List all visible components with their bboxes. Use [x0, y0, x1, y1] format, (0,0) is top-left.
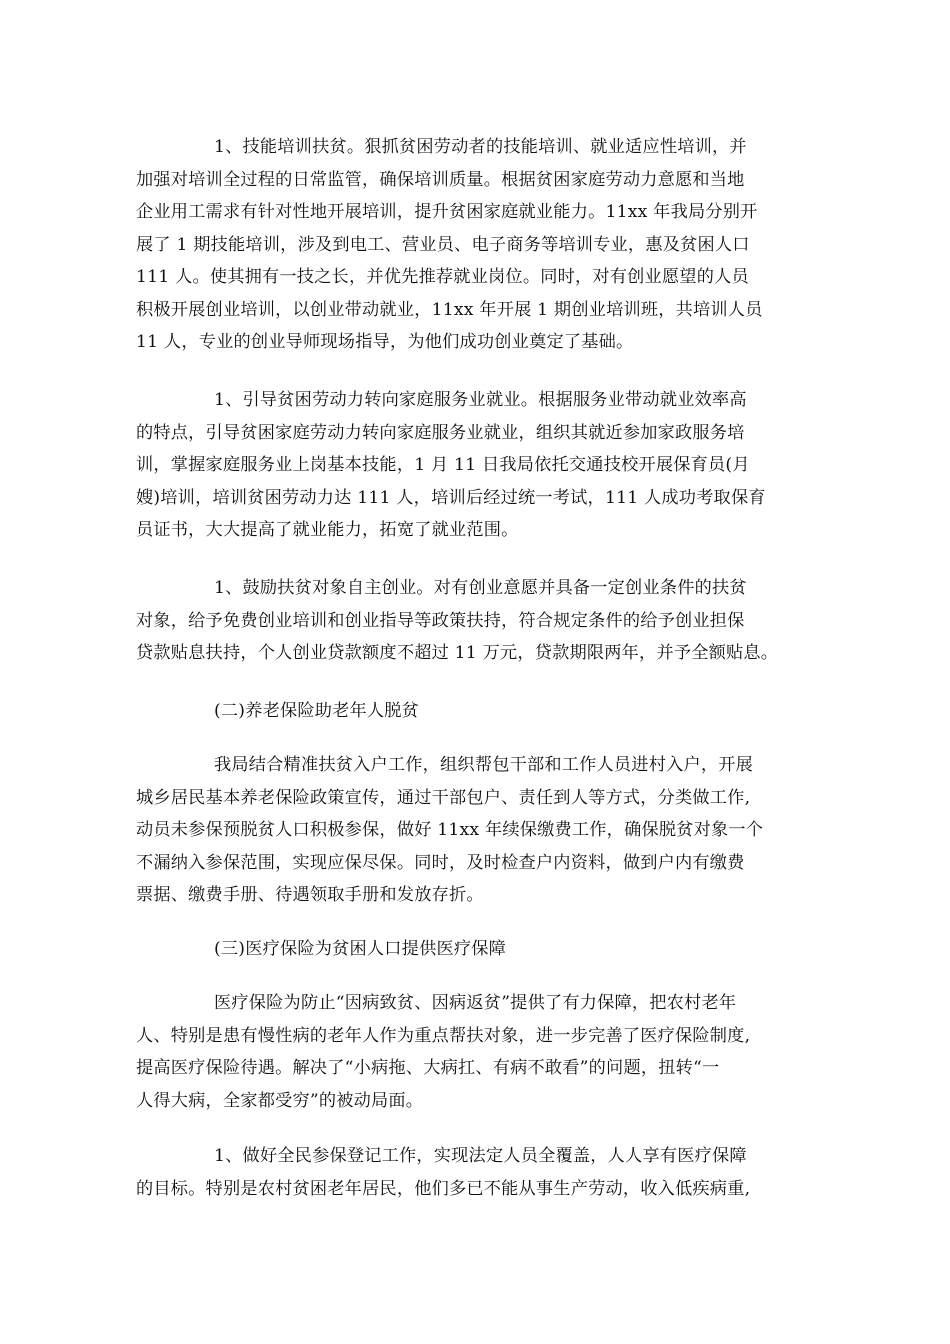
paragraph-enrollment [136, 1140, 826, 1205]
paragraph-entrepreneurship [136, 572, 826, 670]
text-line: 我局结合精准扶贫入户工作，组织帮包干部和工作人员进村入户，开展 [214, 755, 754, 775]
text-line: (三)医疗保险为贫困人口提供医疗保障 [214, 939, 507, 959]
text-line: 不漏纳入参保范围，实现应保尽保。同时，及时检查户内资料，做到户内有缴费 [136, 852, 745, 873]
text-line: 展了 1 期技能培训，涉及到电工、营业员、电子商务等培训专业，惠及贫困人口 [136, 234, 750, 255]
text-line: 11 人，专业的创业导师现场指导，为他们成功创业奠定了基础。 [136, 332, 634, 352]
text-line: 加强对培训全过程的日常监管，确保培训质量。根据贫困家庭劳动力意愿和当地 [136, 169, 745, 190]
text-line: 积极开展创业培训，以创业带动就业，11xx 年开展 1 期创业培训班，共培训人员 [136, 299, 763, 320]
paragraph-skills-training [136, 131, 826, 359]
text-line: 1、技能培训扶贫。狠抓贫困劳动者的技能培训、就业适应性培训，并 [214, 137, 747, 157]
paragraph-pension [136, 749, 826, 912]
text-line: 票据、缴费手册、待遇领取手册和发放存折。 [136, 885, 484, 905]
text-line: 的目标。特别是农村贫困老年居民，他们多已不能从事生产劳动，收入低疾病重, [136, 1178, 751, 1199]
text-line: 员证书，大大提高了就业能力，拓宽了就业范围。 [136, 520, 519, 540]
text-line: 1、引导贫困劳动力转向家庭服务业就业。根据服务业带动就业效率高 [214, 390, 747, 410]
text-line: 1、做好全民参保登记工作，实现法定人员全覆盖，人人享有医疗保障 [214, 1146, 747, 1166]
text-line: 提高医疗保险待遇。解决了“小病拖、大病扛、有病不敢看”的问题，扭转“一 [136, 1058, 720, 1078]
text-line: 医疗保险为防止“因病致贫、因病返贫”提供了有力保障，把农村老年 [214, 993, 737, 1013]
text-line: 111 人。使其拥有一技之长，并优先推荐就业岗位。同时，对有创业愿望的人员 [136, 267, 749, 287]
paragraph-medical-insurance [136, 987, 826, 1117]
text-line: 人得大病，全家都受穷”的被动局面。 [136, 1090, 424, 1111]
text-line: 贷款贴息扶持，个人创业贷款额度不超过 11 万元，贷款期限两年，并予全额贴息。 [136, 643, 779, 663]
section-heading-pension [136, 695, 826, 728]
text-line: 企业用工需求有针对性地开展培训，提升贫困家庭就业能力。11xx 年我局分别开 [136, 202, 758, 222]
paragraph-domestic-service [136, 384, 826, 547]
text-line: 人、特别是患有慢性病的老年人作为重点帮扶对象，进一步完善了医疗保险制度, [136, 1025, 751, 1046]
text-line: (二)养老保险助老年人脱贫 [214, 701, 420, 721]
text-line: 的特点，引导贫困家庭劳动力转向家庭服务业就业，组织其就近参加家政服务培 [136, 422, 745, 443]
text-line: 训，掌握家庭服务业上岗基本技能，1 月 11 日我局依托交通技校开展保育员(月 [136, 455, 750, 475]
text-line: 动员未参保预脱贫人口积极参保，做好 11xx 年续保缴费工作，确保脱贫对象一个 [136, 820, 764, 840]
section-heading-medical [136, 933, 826, 966]
text-line: 1、鼓励扶贫对象自主创业。对有创业意愿并具备一定创业条件的扶贫 [214, 578, 747, 598]
text-line: 嫂)培训，培训贫困劳动力达 111 人，培训后经过统一考试，111 人成功考取保育 [136, 487, 766, 508]
text-line: 对象，给予免费创业培训和创业指导等政策扶持，符合规定条件的给予创业担保 [136, 610, 745, 631]
text-line: 城乡居民基本养老保险政策宣传，通过干部包户、责任到人等方式，分类做工作, [136, 787, 751, 808]
